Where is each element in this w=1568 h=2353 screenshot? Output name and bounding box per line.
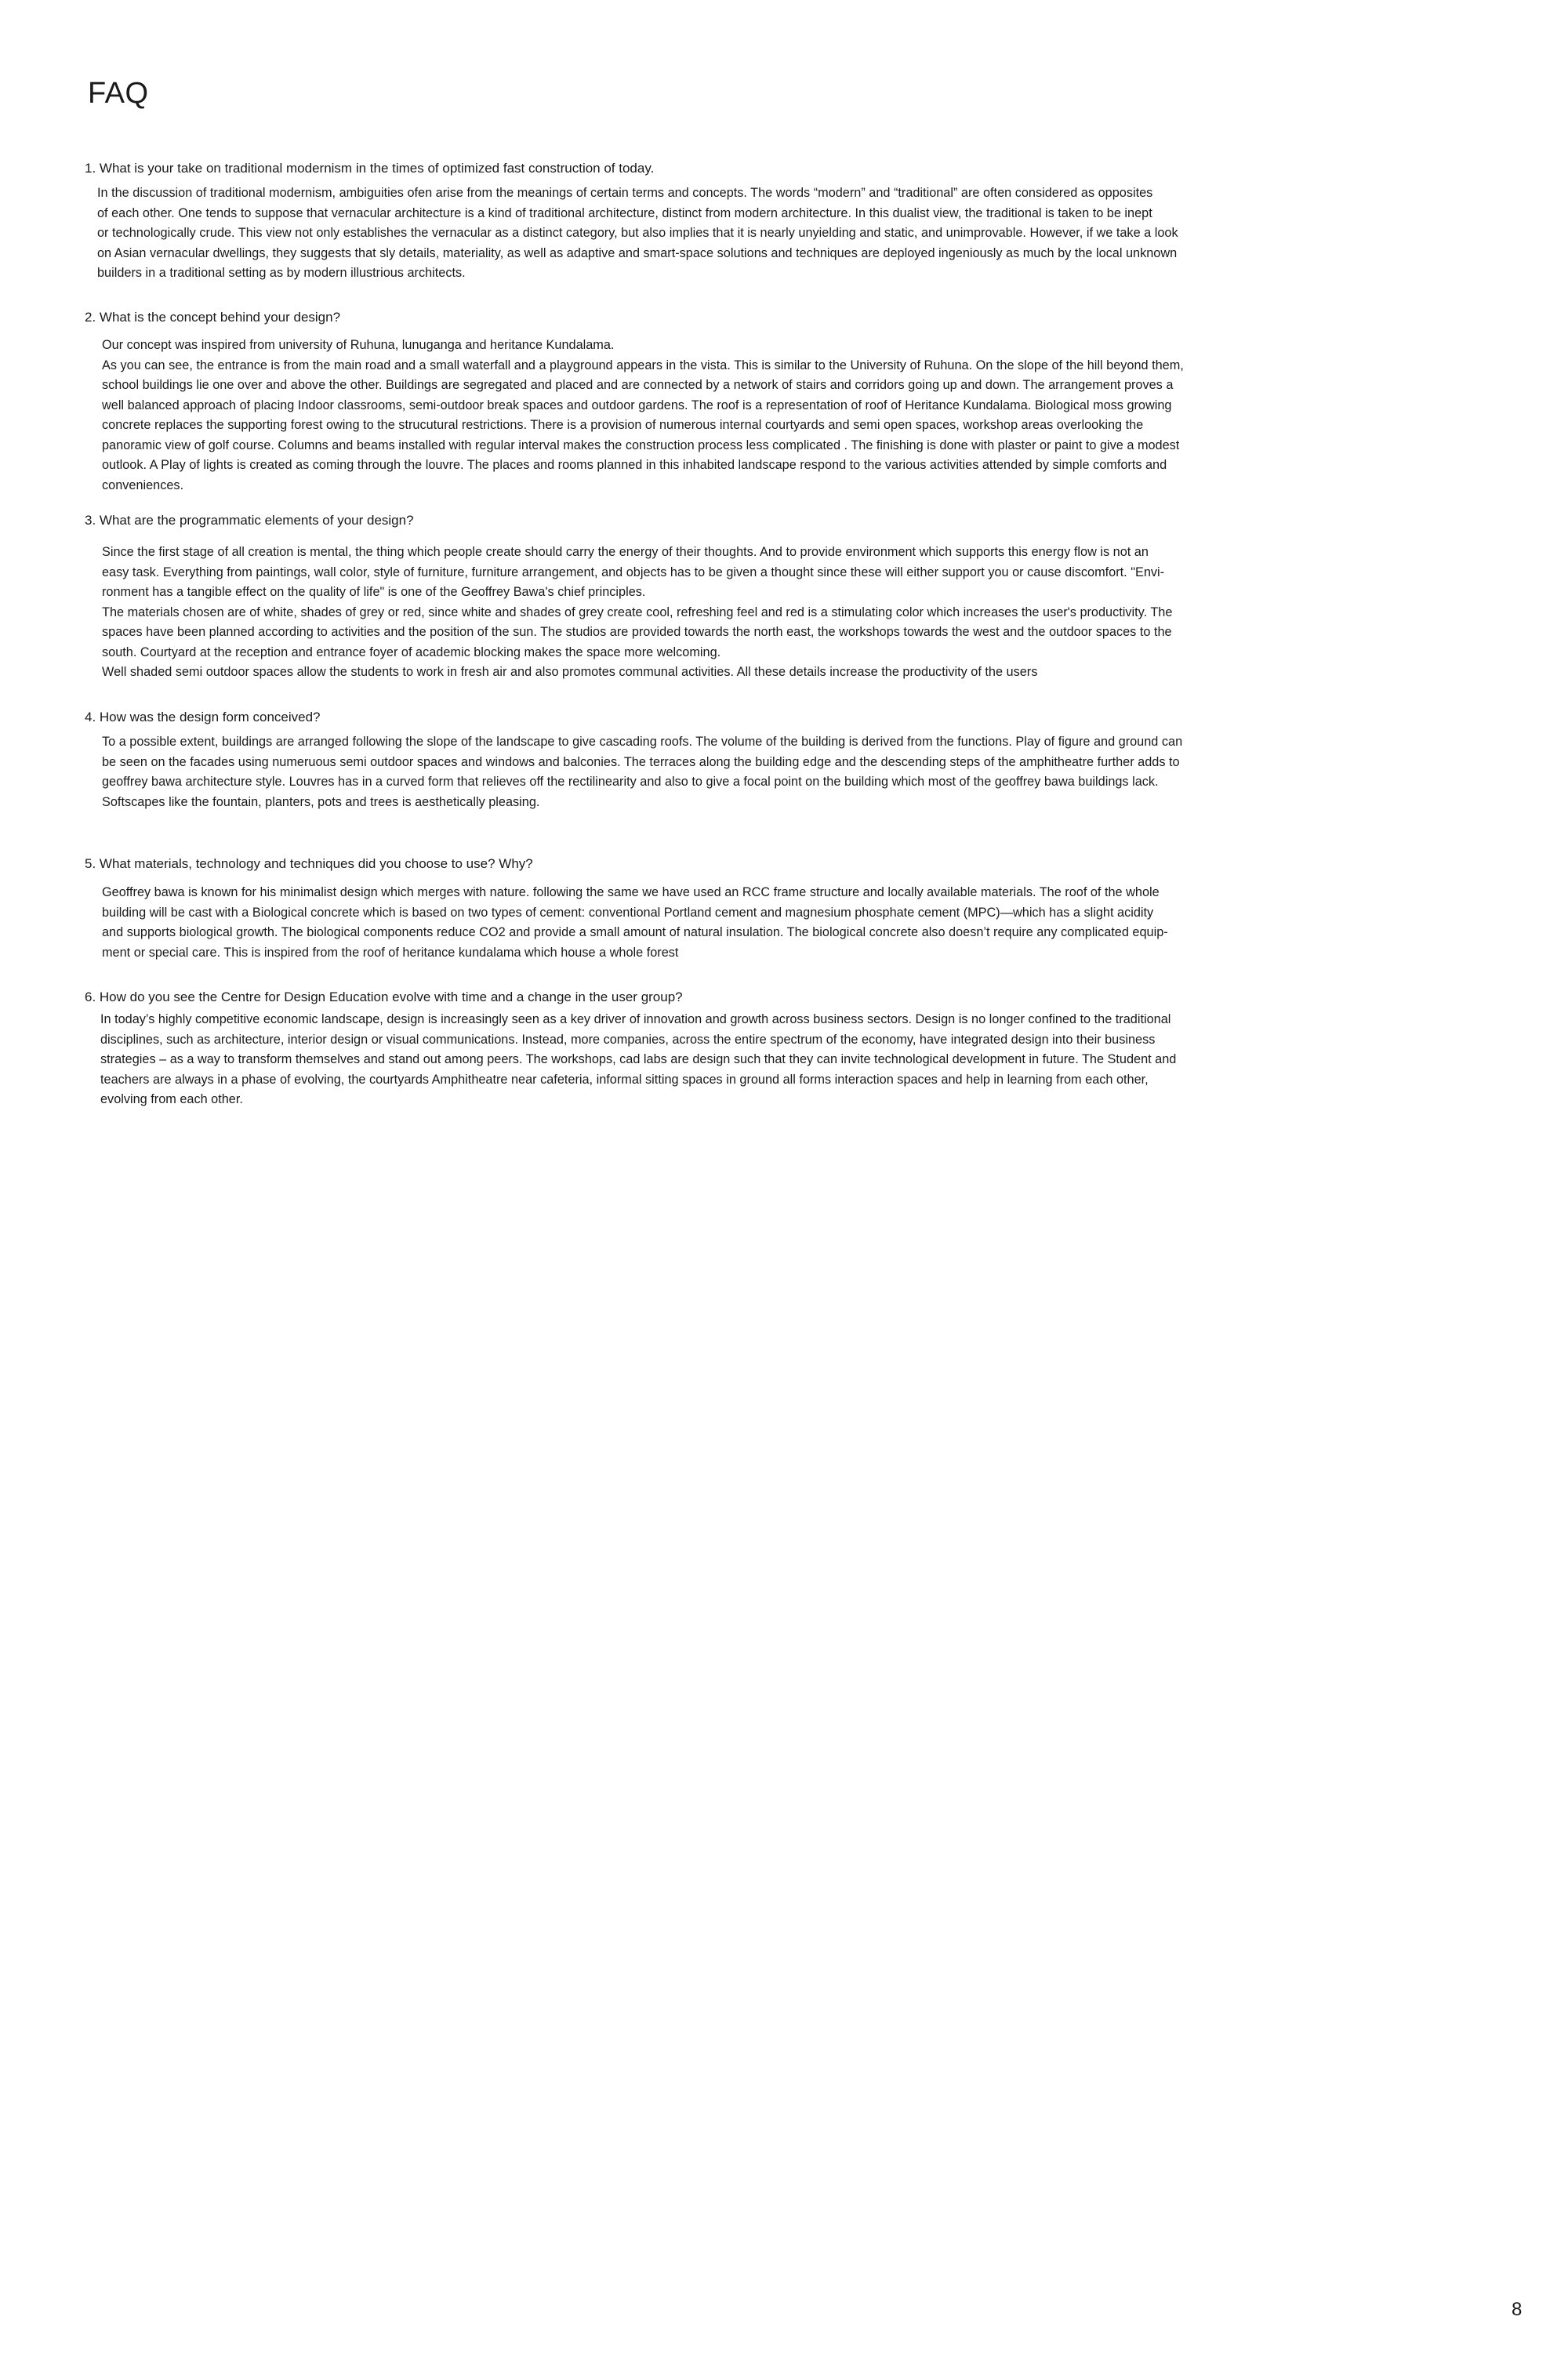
- page-title: FAQ: [88, 77, 149, 110]
- answer-line: spaces have been planned according to activities and the position of the sun. The studios are provided towards the north east, the workshops towards the west and the outdoor spaces to the: [102, 625, 1172, 639]
- answer-line: south. Courtyard at the reception and entrance foyer of academic blocking makes the space more welcoming.: [102, 645, 721, 659]
- answer-line: on Asian vernacular dwellings, they suggests that sly details, materiality, as well as adaptive and smart-space solutions and techniques are deployed ingeniously as much by the local unknown: [97, 245, 1178, 260]
- faq-answer-1: [97, 183, 1430, 284]
- answer-line: Well shaded semi outdoor spaces allow the students to work in fresh air and also promotes communal activities. All these details increase the productivity of the users: [102, 665, 1038, 679]
- faq-answer-6: [100, 1010, 1433, 1110]
- answer-line: evolving from each other.: [100, 1092, 243, 1106]
- answer-line: geoffrey bawa architecture style. Louvres has in a curved form that relieves off the rectilinearity and also to give a focal point on the building which most of the geoffrey bawa buildings lack.: [102, 775, 1159, 789]
- answer-line: conveniences.: [102, 477, 184, 492]
- answer-line: teachers are always in a phase of evolving, the courtyards Amphitheatre near cafeteria, informal sitting spaces in ground all forms interaction spaces and help in learning from each other,: [100, 1072, 1149, 1087]
- answer-line: be seen on the facades using numeruous semi outdoor spaces and windows and balconies. The terraces along the building edge and the descending steps of the amphitheatre further adds to: [102, 754, 1180, 769]
- answer-line: To a possible extent, buildings are arranged following the slope of the landscape to give cascading roofs. The volume of the building is derived from the functions. Play of figure and ground can: [102, 735, 1183, 749]
- answer-line: ment or special care. This is inspired from the roof of heritance kundalama which house a whole forest: [102, 945, 679, 960]
- faq-question-6: 6. How do you see the Centre for Design Education evolve with time and a change in the user group?: [85, 989, 683, 1004]
- faq-question-4: 4. How was the design form conceived?: [85, 710, 321, 724]
- faq-question-2: 2. What is the concept behind your design?: [85, 310, 341, 325]
- answer-line: As you can see, the entrance is from the main road and a small waterfall and a playground appears in the vista. This is similar to the University of Ruhuna. On the slope of the hill beyond them,: [102, 358, 1184, 372]
- faq-answer-5: [102, 883, 1435, 963]
- answer-line: and supports biological growth. The biological components reduce CO2 and provide a small amount of natural insulation. The biological concrete also doesn’t require any complicated equip-: [102, 925, 1168, 939]
- answer-line: or technologically crude. This view not only establishes the vernacular as a distinct category, but also implies that it is nearly unyielding and static, and unimprovable. However, if we take a look: [97, 226, 1178, 240]
- faq-answer-2: [102, 336, 1435, 496]
- faq-answer-3: [102, 543, 1435, 683]
- answer-line: ronment has a tangible effect on the quality of life" is one of the Geoffrey Bawa's chief principles.: [102, 585, 646, 599]
- answer-line: easy task. Everything from paintings, wall color, style of furniture, furniture arrangement, and objects has to be given a thought since these will either support you or cause discomfort. "Envi-: [102, 565, 1165, 579]
- answer-line: panoramic view of golf course. Columns and beams installed with regular interval makes the construction process less complicated . The finishing is done with plaster or paint to give a modest: [102, 438, 1180, 452]
- answer-line: Our concept was inspired from university of Ruhuna, lunuganga and heritance Kundalama.: [102, 338, 615, 352]
- answer-line: In the discussion of traditional modernism, ambiguities ofen arise from the meanings of certain terms and concepts. The words “modern” and “traditional” are often considered as opposites: [97, 186, 1153, 200]
- answer-line: building will be cast with a Biological concrete which is based on two types of cement: conventional Portland cement and magnesium phosphate cement (MPC)—which has a slight acidity: [102, 905, 1154, 920]
- answer-line: concrete replaces the supporting forest owing to the strucutural restrictions. There is a provision of numerous internal courtyards and semi open spaces, workshop areas overlooking the: [102, 418, 1144, 432]
- faq-question-5: 5. What materials, technology and techniques did you choose to use? Why?: [85, 856, 533, 871]
- answer-line: of each other. One tends to suppose that vernacular architecture is a kind of traditional architecture, distinct from modern architecture. In this dualist view, the traditional is taken to be inept: [97, 205, 1152, 220]
- answer-line: well balanced approach of placing Indoor classrooms, semi-outdoor break spaces and outdoor gardens. The roof is a representation of roof of Heritance Kundalama. Biological moss growing: [102, 398, 1172, 412]
- faq-question-1: 1. What is your take on traditional modernism in the times of optimized fast construction of today.: [85, 161, 655, 176]
- answer-line: In today’s highly competitive economic landscape, design is increasingly seen as a key driver of innovation and growth across business sectors. Design is no longer confined to the traditional: [100, 1012, 1171, 1026]
- answer-line: disciplines, such as architecture, interior design or visual communications. Instead, more companies, across the entire spectrum of the economy, have integrated design into their business: [100, 1032, 1156, 1047]
- answer-line: outlook. A Play of lights is created as coming through the louvre. The places and rooms planned in this inhabited landscape respond to the various activities attended by simple comforts and: [102, 458, 1167, 472]
- answer-line: Since the first stage of all creation is mental, the thing which people create should carry the energy of their thoughts. And to provide environment which supports this energy flow is not an: [102, 545, 1149, 559]
- answer-line: The materials chosen are of white, shades of grey or red, since white and shades of grey create cool, refreshing feel and red is a stimulating color which increases the user's productivity. The: [102, 605, 1173, 619]
- answer-line: Softscapes like the fountain, planters, pots and trees is aesthetically pleasing.: [102, 794, 540, 809]
- page-number: 8: [1512, 2299, 1523, 2320]
- answer-line: builders in a traditional setting as by modern illustrious architects.: [97, 266, 466, 280]
- answer-line: Geoffrey bawa is known for his minimalist design which merges with nature. following the same we have used an RCC frame structure and locally available materials. The roof of the whole: [102, 885, 1160, 899]
- faq-answer-4: [102, 732, 1435, 812]
- faq-question-3: 3. What are the programmatic elements of your design?: [85, 513, 414, 528]
- answer-line: strategies – as a way to transform themselves and stand out among peers. The workshops, cad labs are design such that they can invite technological development in future. The Student and: [100, 1052, 1177, 1066]
- answer-line: school buildings lie one over and above the other. Buildings are segregated and placed and are connected by a network of stairs and corridors going up and down. The arrangement proves a: [102, 378, 1174, 392]
